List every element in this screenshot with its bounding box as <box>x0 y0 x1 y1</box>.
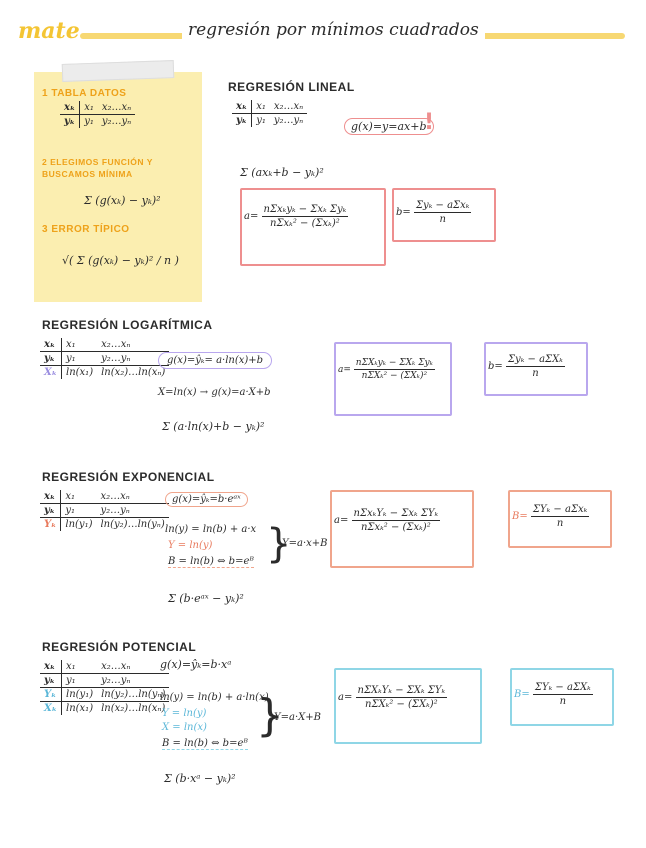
log-sum: Σ (a·ln(x)+b − yₖ)² <box>162 420 265 433</box>
cell: yₖ <box>40 504 61 518</box>
b-lhs: B= <box>512 511 528 522</box>
exp-title: REGRESIÓN EXPONENCIAL <box>42 470 215 484</box>
lineal-b-formula <box>396 200 471 225</box>
pot-brace-result: Y=a·X+B <box>274 712 321 723</box>
exp-a-formula <box>334 508 440 533</box>
exp-sum: Σ (b·eᵃˣ − yₖ)² <box>168 592 244 605</box>
pot-function: g(x)=ŷₖ=b·xᵃ <box>160 658 232 671</box>
a-lhs: a= <box>338 365 351 375</box>
cell: xₖ <box>40 338 62 352</box>
pot-line3: X = ln(x) <box>162 722 207 733</box>
exp-b-formula <box>512 504 589 529</box>
cell: y₂…yₙ <box>97 352 169 366</box>
cell: y₂…yₙ <box>96 504 168 518</box>
sticky-item2: 2 ELEGIMOS FUNCIÓN Y BUSCAMOS MÍNIMA <box>42 157 153 179</box>
exp-line1: ln(y) = ln(b) + a·x <box>165 524 257 535</box>
log-title: REGRESIÓN LOGARÍTMICA <box>42 318 213 332</box>
pot-a-formula <box>338 685 447 710</box>
b-lhs: b= <box>396 207 411 218</box>
pot-b-formula <box>514 682 593 707</box>
lineal-table <box>232 100 307 127</box>
cell: xₖ <box>40 490 61 504</box>
a-num: nΣxₖyₖ − Σxₖ Σyₖ <box>263 204 347 215</box>
cell: xₖ <box>60 101 80 115</box>
cell: x₁ <box>80 101 98 115</box>
a-lhs: a= <box>334 515 349 526</box>
b-num: Σyₖ − aΣXₖ <box>507 354 563 365</box>
cell: yₖ <box>40 352 62 366</box>
cell: Yₖ <box>40 688 62 702</box>
cell: y₁ <box>84 116 94 127</box>
lineal-title: REGRESIÓN LINEAL <box>228 80 355 94</box>
exp-table <box>40 490 169 531</box>
b-lhs: B= <box>514 689 530 700</box>
cell: ln(y₁) <box>62 688 98 702</box>
cell: Xₖ <box>40 366 62 380</box>
log-b-formula <box>488 354 565 379</box>
lineal-exclamation: ! <box>424 110 435 135</box>
a-num: nΣxₖYₖ − Σxₖ ΣYₖ <box>353 508 439 519</box>
cell: ln(x₁) <box>66 703 94 714</box>
cell: y₁ <box>61 504 97 518</box>
cell: yₖ <box>60 115 80 129</box>
cell: ln(x₂)…ln(xₙ) <box>101 703 166 714</box>
cell: Yₖ <box>40 518 61 532</box>
cell: Xₖ <box>40 702 62 716</box>
page-title: regresión por mínimos cuadrados <box>182 20 485 40</box>
cell: x₁ <box>252 100 270 114</box>
cell: x₂…xₙ <box>97 660 169 674</box>
cell: y₁ <box>256 115 266 126</box>
a-num: nΣXₖyₖ − ΣXₖ Σyₖ <box>355 358 433 368</box>
a-num: nΣXₖYₖ − ΣXₖ ΣYₖ <box>357 685 446 696</box>
sticky-item3: 3 ERROR TÍPICO <box>42 224 130 235</box>
exp-brace-result: Y=a·x+B <box>282 538 328 549</box>
log-a-formula <box>338 358 435 381</box>
cell: x₁ <box>61 490 97 504</box>
cell: xₖ <box>232 100 252 114</box>
cell: ln(x₁) <box>66 367 94 378</box>
cell: xₖ <box>40 660 62 674</box>
a-den: nΣxₖ² − (Σxₖ)² <box>270 218 340 229</box>
cell: ln(x₂)…ln(xₙ) <box>101 367 166 378</box>
cell: x₂…xₙ <box>97 338 169 352</box>
pot-line2: Y = ln(y) <box>162 708 207 719</box>
exp-brace: } <box>266 521 292 567</box>
cell: y₂…yₙ <box>97 674 169 688</box>
b-num: ΣYₖ − aΣXₖ <box>534 682 591 693</box>
cell: yₖ <box>232 114 252 128</box>
log-table <box>40 338 169 379</box>
subject-label: mate <box>18 18 80 44</box>
cell: ln(y₂)…ln(yₙ) <box>97 688 169 702</box>
cell: ln(y₂)…ln(yₙ) <box>100 519 165 530</box>
cell: x₂…xₙ <box>270 100 307 114</box>
b-den: n <box>439 214 446 225</box>
b-lhs: b= <box>488 361 503 372</box>
exp-line2: Y = ln(y) <box>168 540 213 551</box>
a-den: nΣXₖ² − (ΣXₖ)² <box>365 699 438 710</box>
cell: y₂…yₙ <box>273 115 304 126</box>
pot-table <box>40 660 169 715</box>
pot-title: REGRESIÓN POTENCIAL <box>42 640 197 654</box>
pot-sum: Σ (b·xᵃ − yₖ)² <box>164 772 236 785</box>
log-function: g(x)=ŷₖ= a·ln(x)+b <box>158 352 272 369</box>
pot-line1: ln(y) = ln(b) + a·ln(x) <box>160 692 269 703</box>
cell: ln(y₁) <box>65 519 93 530</box>
a-lhs: a= <box>338 692 353 703</box>
cell: y₂…yₙ <box>101 116 132 127</box>
sticky-item2-formula: Σ (g(xₖ) − yₖ)² <box>84 194 161 207</box>
b-den: n <box>556 518 564 529</box>
log-substitution: X=ln(x) → g(x)=a·X+b <box>158 387 271 398</box>
pot-line4: B = ln(b) ⇔ b=eᴮ <box>162 738 248 749</box>
b-den: n <box>532 368 539 379</box>
exp-line3: B = ln(b) ⇔ b=eᴮ <box>168 556 254 567</box>
cell: yₖ <box>40 674 62 688</box>
b-den: n <box>559 696 567 707</box>
pot-brace: } <box>256 690 284 741</box>
a-den: nΣXₖ² − (ΣXₖ)² <box>361 371 428 381</box>
sticky-item3-formula: √( Σ (g(xₖ) − yₖ)² / n ) <box>62 254 179 267</box>
cell: x₁ <box>62 660 98 674</box>
cell: y₁ <box>62 352 98 366</box>
lineal-sum: Σ (axₖ+b − yₖ)² <box>240 166 324 179</box>
lineal-a-formula <box>244 204 348 229</box>
a-den: nΣxₖ² − (Σxₖ)² <box>360 522 431 533</box>
b-num: ΣYₖ − aΣxₖ <box>532 504 588 515</box>
sticky-item1: 1 TABLA DATOS <box>42 88 127 99</box>
b-num: Σyₖ − aΣxₖ <box>415 200 470 211</box>
cell: x₂…xₙ <box>98 101 135 115</box>
cell: x₁ <box>62 338 98 352</box>
sticky-table <box>60 101 135 128</box>
a-lhs: a= <box>244 211 259 222</box>
cell: y₁ <box>62 674 98 688</box>
lineal-function: g(x)=y=ax+b <box>344 118 434 135</box>
cell: x₂…xₙ <box>96 490 168 504</box>
exp-function: g(x)=ŷₖ=b·eᵃˣ <box>165 492 248 507</box>
